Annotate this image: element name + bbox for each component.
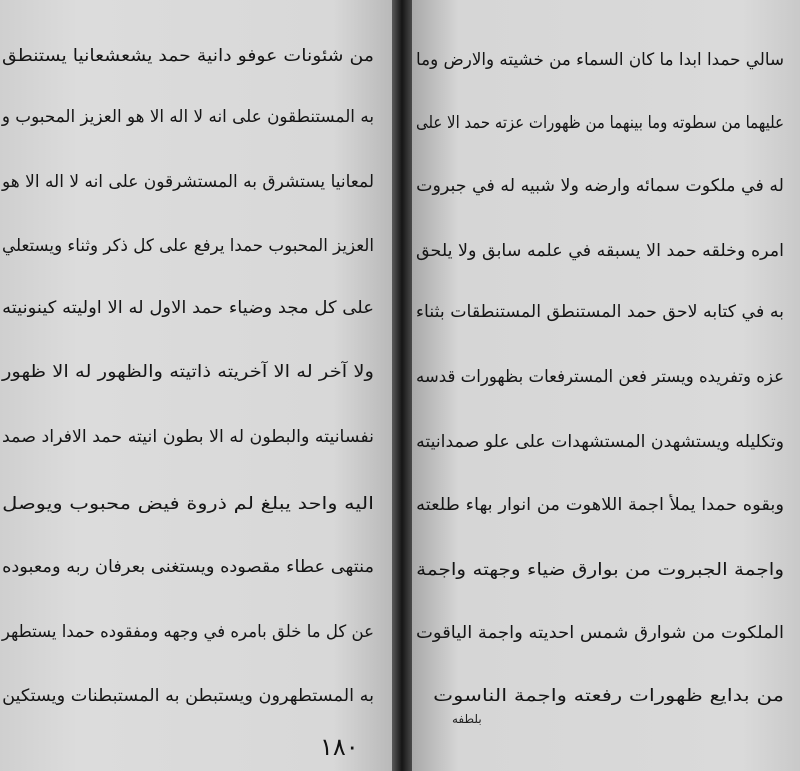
left-line-8: اليه واحد يبلغ لم ذروة فيض محبوب ويوصل [2,494,375,514]
left-page [0,0,392,771]
right-line-5: به في كتابه لاحق حمد المستنطق المستنطقات بثناء [415,302,784,322]
right-line-1: سالي حمدا ابدا ما كان السماء من خشيته والارض وما [416,50,784,70]
right-line-9: واجمة الجبروت من بوارق ضياء وجهته واجمة [416,560,784,580]
left-line-3: لمعانيا يستشرق به المستشرقون على انه لا اله الا هو [1,172,374,192]
right-line-10: الملكوت من شوارق شمس احديته واجمة الياقوت [415,623,784,643]
page-number: ١٨٠ [320,733,359,761]
left-line-4: العزيز المحبوب حمدا يرفع على كل ذكر وثناء ويستعلي [2,236,375,256]
left-line-5: على كل مجد وضياء حمد الاول له الا اوليته كينونيته [2,298,375,318]
right-line-7: وتكليله ويستشهدن المستشهدات على علو صمدانيته [416,432,784,452]
right-page [412,0,800,771]
left-line-11: به المستطهرون ويستبطن به المستبطنات ويستكين [2,686,375,706]
left-line-7: نفسانيته والبطون له الا بطون انيته حمد الافراد صمد [2,427,374,447]
right-line-3: له في ملكوت سمائه وارضه ولا شبيه له في جبروت [416,176,784,196]
right-line-2: عليهما من سطوته وما بينهما من ظهورات عزته حمد الا على [416,113,784,133]
left-line-10: عن كل ما خلق بامره في وجهه ومفقوده حمدا يستطهر [1,622,374,642]
right-line-6: عزه وتفريده ويستر فعن المسترفعات بظهورات قدسه [416,367,784,387]
catchword: بلطفه [452,712,482,726]
left-line-2: به المستنطقون على انه لا اله الا هو العزيز المحبوب و [1,107,375,127]
book-gutter [392,0,412,771]
left-line-1: من شئونات عوفو دانية حمد يشعشعانيا يستنطق [1,46,374,66]
right-line-4: امره وخلقه حمد الا يسبقه في علمه سابق ولا يلحق [415,241,784,261]
left-line-9: منتهى عطاء مقصوده ويستغنى بعرفان ربه ومعبوده [2,557,375,577]
right-line-11: من بدايع ظهورات رفعته واجمة الناسوت [433,686,784,706]
right-line-8: وبقوه حمدا يملأ اجمة اللاهوت من انوار بهاء طلعته [416,495,784,515]
left-line-6: ولا آخر له الا آخريته ذاتيته والظهور له الا ظهور [1,362,375,382]
